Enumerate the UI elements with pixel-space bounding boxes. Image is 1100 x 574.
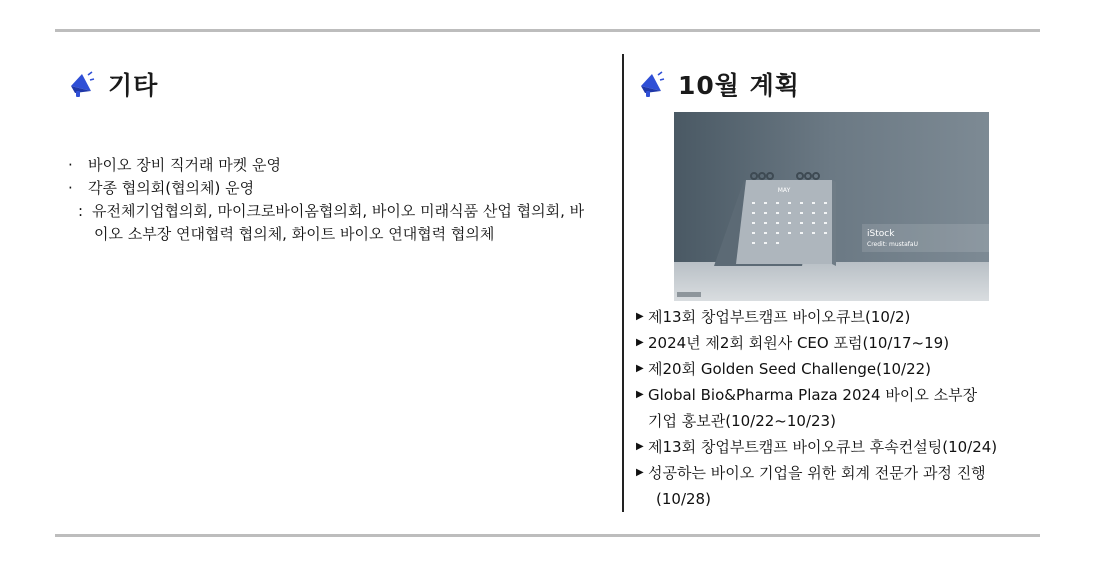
megaphone-icon bbox=[66, 69, 96, 99]
list-item: ▶ 2024년 제2회 회원사 CEO 포럼(10/17~19) bbox=[636, 330, 1036, 356]
right-section-title: 10월 계획 bbox=[678, 71, 800, 100]
list-item-continuation: (10/28) bbox=[656, 490, 711, 508]
column-divider bbox=[622, 54, 624, 512]
list-item: ▶ Global Bio&Pharma Plaza 2024 바이오 소부장 bbox=[636, 382, 1036, 408]
photo-watermark-credit: Credit: mustafaU bbox=[867, 241, 918, 248]
list-subitem-continuation: 이오 소부장 연대협력 협의체, 화이트 바이오 연대협력 협의체 bbox=[94, 225, 495, 243]
triangle-bullet-icon: ▶ bbox=[636, 311, 644, 322]
left-section-heading bbox=[66, 66, 158, 102]
left-content bbox=[66, 154, 626, 246]
calendar-photo bbox=[674, 112, 989, 301]
top-rule bbox=[55, 29, 1040, 32]
triangle-bullet-icon: ▶ bbox=[636, 363, 644, 374]
megaphone-icon bbox=[636, 69, 666, 99]
triangle-bullet-icon: ▶ bbox=[636, 467, 644, 478]
photo-watermark-brand: iStock bbox=[867, 229, 895, 239]
list-subitem: : 유전체기업협의회, 마이크로바이옴협의회, 바이오 미래식품 산업 협의회, 바 bbox=[78, 202, 585, 220]
right-section-heading bbox=[636, 66, 800, 102]
list-item: ▶ 제13회 창업부트캠프 바이오큐브(10/2) bbox=[636, 304, 1036, 330]
triangle-bullet-icon: ▶ bbox=[636, 441, 644, 452]
bottom-rule bbox=[55, 534, 1040, 537]
calendar-month: MAY bbox=[777, 187, 791, 194]
triangle-bullet-icon: ▶ bbox=[636, 337, 644, 348]
list-item: ▶ 제20회 Golden Seed Challenge(10/22) bbox=[636, 356, 1036, 382]
plan-list bbox=[636, 304, 1036, 512]
list-item: ▶ 제13회 창업부트캠프 바이오큐브 후속컨설팅(10/24) bbox=[636, 434, 1036, 460]
list-item: ▶ 성공하는 바이오 기업을 위한 회계 전문가 과정 진행 bbox=[636, 460, 1036, 486]
list-item: · 바이오 장비 직거래 마켓 운영 bbox=[68, 156, 281, 174]
list-item-continuation: 기업 홍보관(10/22~10/23) bbox=[648, 412, 836, 430]
triangle-bullet-icon: ▶ bbox=[636, 389, 644, 400]
list-item: · 각종 협의회(협의체) 운영 bbox=[68, 179, 255, 197]
left-section-title: 기타 bbox=[108, 71, 159, 100]
